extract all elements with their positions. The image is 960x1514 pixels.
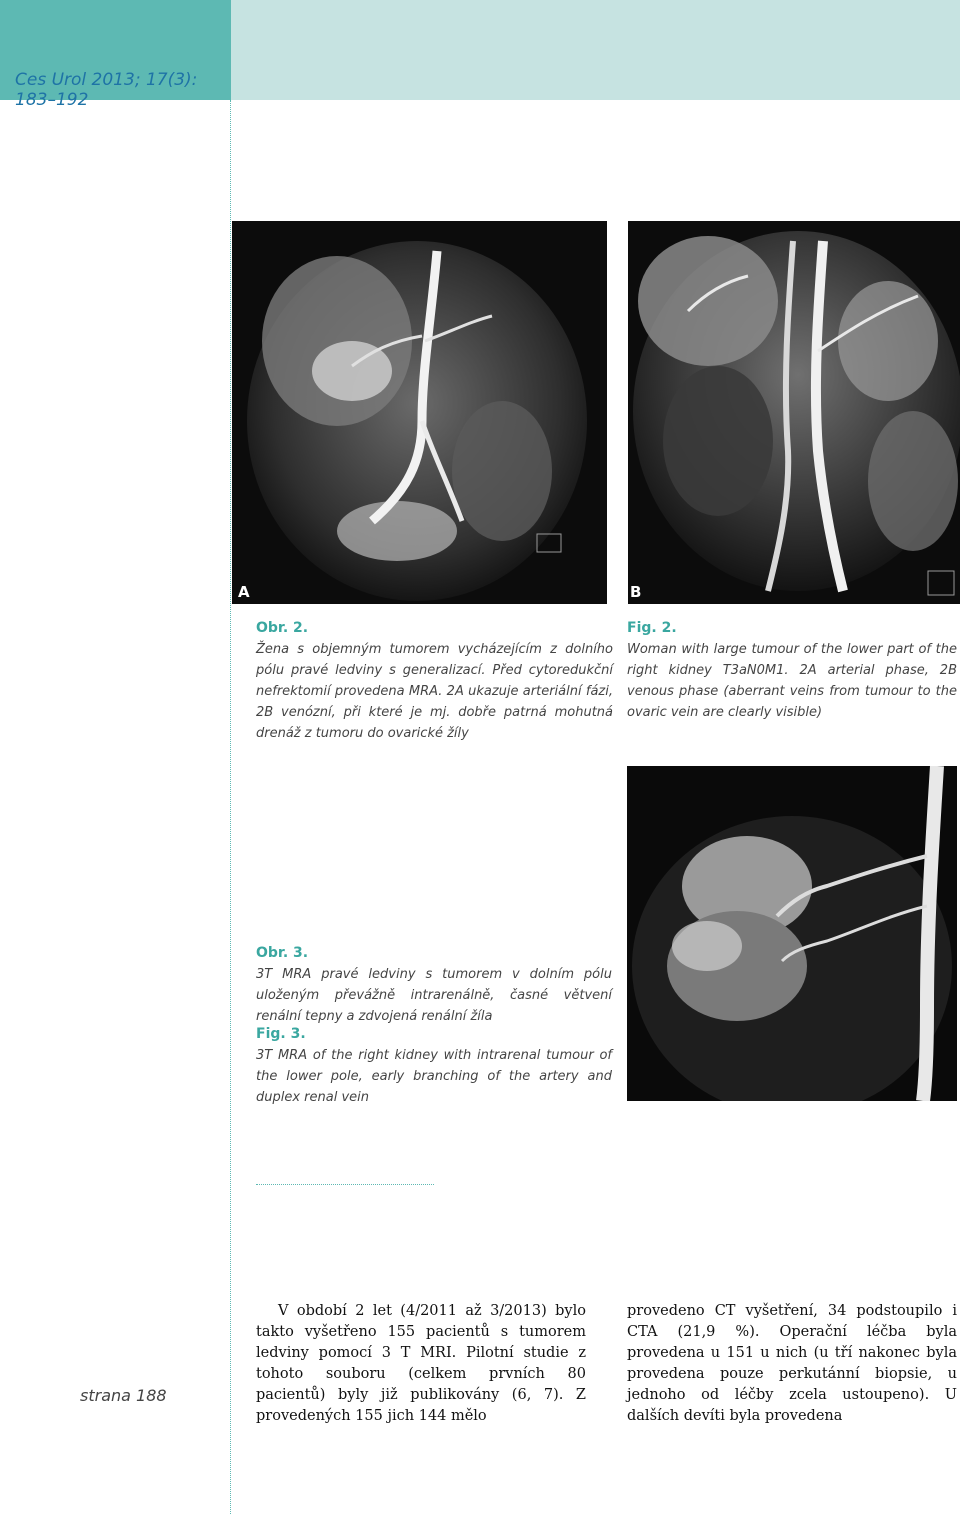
figure-3-en-caption: 3T MRA of the right kidney with intrarenal tumour of the lower pole, early branching of the artery and duplex renal vein (256, 1048, 612, 1105)
figure-2-en-heading: Fig. 2. (627, 620, 677, 636)
figure-2b-image (628, 221, 960, 604)
mra-arterial-phase-illustration (232, 221, 607, 604)
figure-3-cz-caption: 3T MRA pravé ledviny s tumorem v dolním pólu uloženým převážně intrarenálně, časné větvení renální tepny a zdvojená renální žíla (256, 967, 612, 1024)
section-divider (256, 1184, 434, 1185)
body-paragraph-1: V období 2 let (4/2011 až 3/2013) bylo takto vyšetřeno 155 pacientů s tumorem ledviny pomocí 3 T MRI. Pilotní studie z tohoto souboru (celkem prvních 80 pacientů) byly již publikovány (6, 7). Z provedených 155 jich 144 mělo (256, 1303, 586, 1424)
header-band (231, 0, 960, 100)
header-accent-block (0, 0, 231, 110)
body-column-2 (627, 1301, 957, 1427)
figure-2-cz-caption: Žena s objemným tumorem vycházejícím z dolního pólu pravé ledviny s generalizací. Před cytoredukční nefrektomií provedena MRA. 2A ukazuje arteriální fázi, 2B venózní, při které je mj. dobře patrná mohutná drenáž z tumoru do ovarické žíly (256, 642, 613, 741)
body-column-1 (256, 1301, 586, 1427)
figure-3-en-heading: Fig. 3. (256, 1026, 306, 1042)
figure-3-cz-heading: Obr. 3. (256, 945, 309, 961)
figure-2-cz-heading: Obr. 2. (256, 620, 309, 636)
panel-b-label: B (630, 583, 642, 601)
journal-reference: Ces Urol 2013; 17(3): 183–192 (15, 70, 198, 110)
mra-venous-phase-illustration (628, 221, 960, 604)
page-number: strana 188 (80, 1386, 167, 1405)
column-divider (230, 100, 231, 1514)
figure-2a-image (232, 221, 607, 604)
body-paragraph-2: provedeno CT vyšetření, 34 podstoupilo i CTA (21,9 %). Operační léčba byla provedena u 151 u nich (u tří nakonec byla provedena pouze perkutánní biopsie, u jednoho od léčby zcela ustoupeno). U dalších devíti byla provedena (627, 1303, 957, 1424)
panel-a-label: A (238, 583, 250, 601)
figure-2-en-caption: Woman with large tumour of the lower part of the right kidney T3aN0M1. 2A arterial phase, 2B venous phase (aberrant veins from tumour to the ovaric vein are clearly visible) (627, 642, 957, 720)
figure-3-image (627, 766, 957, 1101)
mra-right-kidney-illustration (627, 766, 957, 1101)
